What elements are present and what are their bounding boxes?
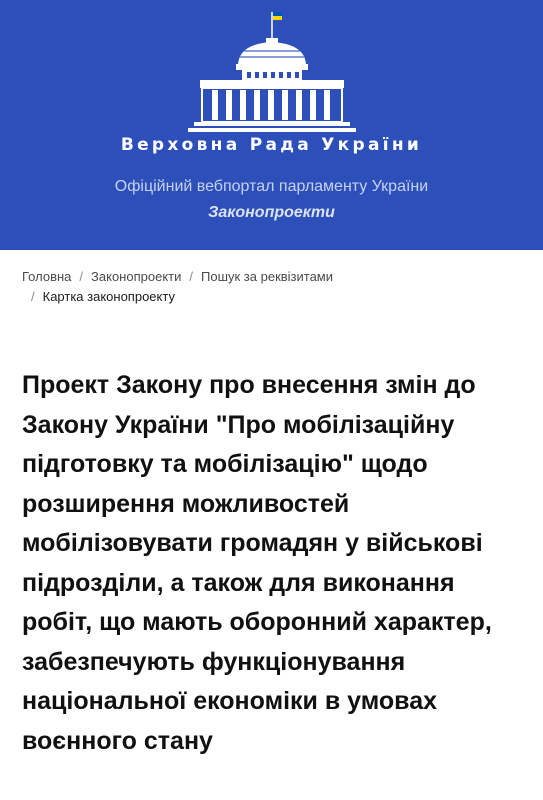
- breadcrumb-row: [22, 287, 522, 307]
- breadcrumb-current: Картка законопроекту: [42, 289, 175, 304]
- breadcrumb-row: [22, 267, 522, 287]
- breadcrumb: [22, 267, 522, 307]
- breadcrumb-bills[interactable]: Законопроекти: [91, 269, 182, 284]
- breadcrumb-separator: /: [79, 269, 84, 284]
- breadcrumb-separator: /: [31, 289, 35, 304]
- site-title: Верховна Рада України: [120, 135, 423, 155]
- site-subtitle: Офіційний вебпортал парламенту України: [114, 178, 429, 195]
- parliament-building-icon[interactable]: [0, 8, 543, 134]
- bill-title: Проект Закону про внесення змін до Закону України "Про мобілізаційну підготовку та мобілізацію" щодо розширення можливостей мобілізовувати громадян у військові підрозділи, а також для виконання робіт, що мають оборонний характер, забезпечують функціонування національної економіки в умовах воєнного стану: [22, 371, 492, 755]
- breadcrumb-separator: /: [189, 269, 193, 284]
- site-header: [0, 0, 543, 250]
- breadcrumb-home[interactable]: Головна: [22, 269, 72, 284]
- section-link-bills[interactable]: Законопроекти: [208, 204, 335, 221]
- breadcrumb-search[interactable]: Пошук за реквізитами: [201, 269, 334, 284]
